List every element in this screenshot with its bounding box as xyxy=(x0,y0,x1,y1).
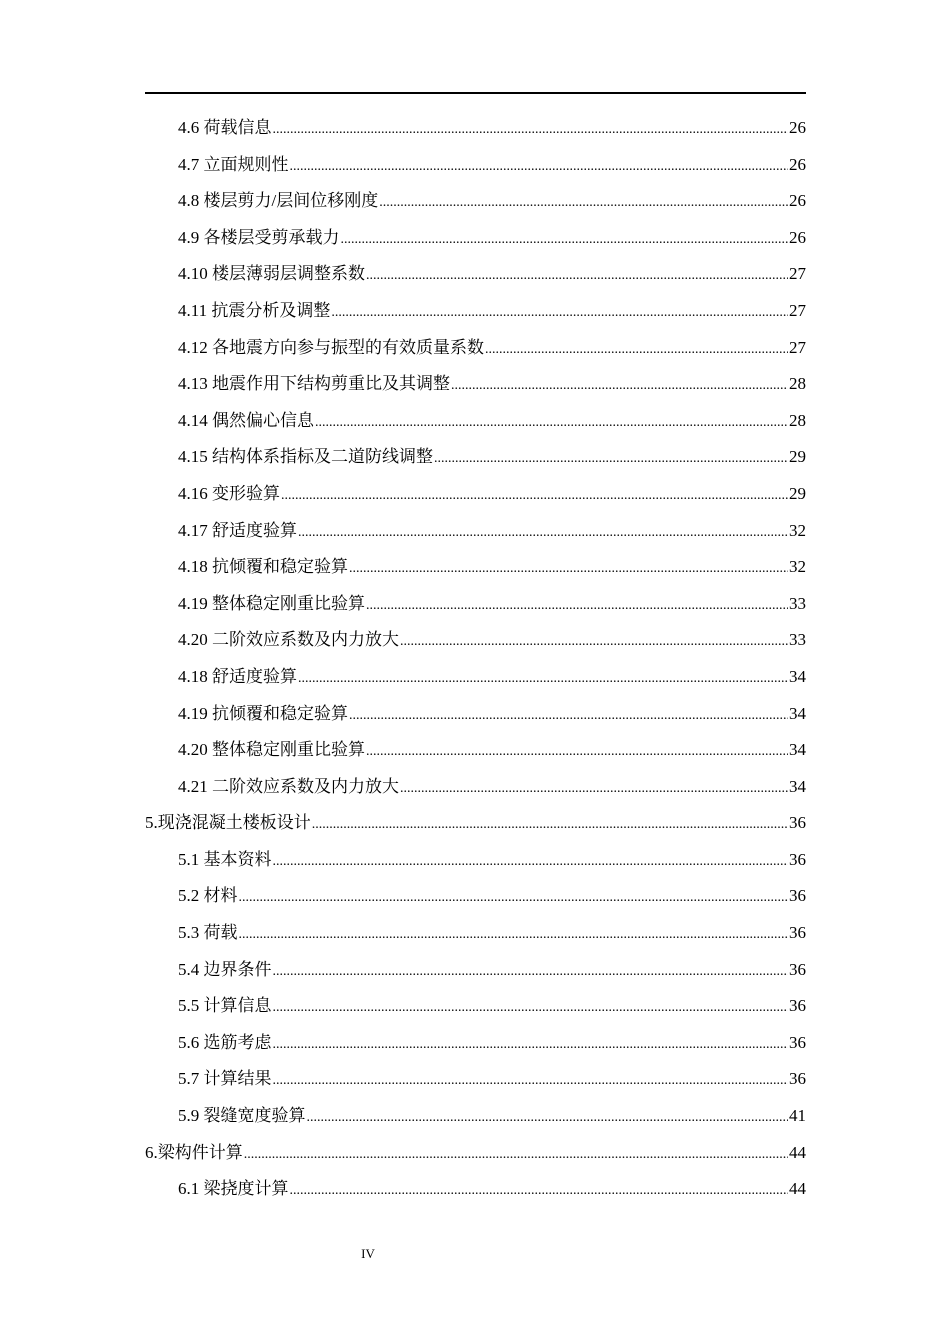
toc-entry-label: 5.9 裂缝宽度验算 xyxy=(178,1106,306,1126)
toc-dot-leader xyxy=(298,661,788,698)
toc-chapter-entry[interactable] xyxy=(145,1135,806,1172)
toc-entry-page: 28 xyxy=(789,410,806,430)
toc-entry-page: 34 xyxy=(789,776,806,796)
toc-entry-page: 28 xyxy=(789,374,806,394)
toc-entry[interactable] xyxy=(145,878,806,915)
toc-entry-page: 34 xyxy=(789,703,806,723)
toc-entry-label: 4.12 各地震方向参与振型的有效质量系数 xyxy=(178,337,484,357)
toc-dot-leader xyxy=(315,405,788,442)
toc-entry-label: 4.19 整体稳定刚重比验算 xyxy=(178,593,365,613)
toc-entry[interactable] xyxy=(145,952,806,989)
toc-entry-label: 5.1 基本资料 xyxy=(178,849,272,869)
toc-entry[interactable] xyxy=(145,476,806,513)
toc-entry-label: 4.13 地震作用下结构剪重比及其调整 xyxy=(178,374,450,394)
toc-entry[interactable] xyxy=(145,732,806,769)
toc-entry[interactable] xyxy=(145,842,806,879)
toc-dot-leader xyxy=(244,1137,788,1174)
toc-entry-label: 5.7 计算结果 xyxy=(178,1069,272,1089)
toc-entry-page: 33 xyxy=(789,630,806,650)
toc-entry-page: 33 xyxy=(789,593,806,613)
toc-chapter-entry[interactable] xyxy=(145,805,806,842)
toc-entry-label: 4.6 荷载信息 xyxy=(178,118,272,137)
toc-entry-label: 5.现浇混凝土楼板设计 xyxy=(145,813,311,833)
toc-entry[interactable] xyxy=(145,622,806,659)
toc-entry-page: 27 xyxy=(789,337,806,357)
toc-entry-page: 44 xyxy=(789,1179,806,1199)
table-of-contents xyxy=(145,110,806,1208)
toc-entry[interactable] xyxy=(145,110,806,147)
toc-dot-leader xyxy=(400,624,788,661)
toc-entry-page: 36 xyxy=(789,923,806,943)
toc-entry-page: 26 xyxy=(789,118,806,137)
toc-dot-leader xyxy=(290,149,789,186)
toc-dot-leader xyxy=(331,295,788,332)
toc-entry-label: 5.2 材料 xyxy=(178,886,238,906)
toc-entry-page: 36 xyxy=(789,1069,806,1089)
toc-entry-page: 26 xyxy=(789,154,806,174)
toc-entry[interactable] xyxy=(145,1061,806,1098)
toc-dot-leader xyxy=(349,698,788,735)
toc-entry-label: 4.20 二阶效应系数及内力放大 xyxy=(178,630,399,650)
toc-dot-leader xyxy=(273,990,789,1027)
toc-entry[interactable] xyxy=(145,183,806,220)
toc-entry-label: 5.3 荷载 xyxy=(178,923,238,943)
toc-entry-page: 26 xyxy=(789,191,806,211)
toc-entry[interactable] xyxy=(145,220,806,257)
toc-entry-page: 29 xyxy=(789,483,806,503)
toc-entry-page: 36 xyxy=(789,959,806,979)
toc-entry-page: 32 xyxy=(789,557,806,577)
toc-entry[interactable] xyxy=(145,696,806,733)
toc-entry-label: 4.14 偶然偏心信息 xyxy=(178,410,314,430)
toc-entry[interactable] xyxy=(145,769,806,806)
toc-entry-page: 34 xyxy=(789,666,806,686)
toc-entry-page: 27 xyxy=(789,264,806,284)
toc-entry-label: 5.4 边界条件 xyxy=(178,959,272,979)
toc-entry-page: 26 xyxy=(789,227,806,247)
toc-entry-label: 5.5 计算信息 xyxy=(178,996,272,1016)
toc-entry-label: 4.11 抗震分析及调整 xyxy=(178,300,331,320)
toc-entry-page: 27 xyxy=(789,300,806,320)
toc-entry-page: 32 xyxy=(789,520,806,540)
toc-entry[interactable] xyxy=(145,403,806,440)
toc-dot-leader xyxy=(290,1173,789,1210)
toc-entry-page: 34 xyxy=(789,740,806,760)
toc-entry[interactable] xyxy=(145,513,806,550)
toc-dot-leader xyxy=(273,844,789,881)
toc-dot-leader xyxy=(400,771,788,808)
toc-entry-label: 4.21 二阶效应系数及内力放大 xyxy=(178,776,399,796)
toc-dot-leader xyxy=(273,112,789,149)
toc-dot-leader xyxy=(312,807,788,844)
toc-entry-page: 36 xyxy=(789,886,806,906)
toc-entry-page: 41 xyxy=(789,1106,806,1126)
toc-entry[interactable] xyxy=(145,293,806,330)
toc-entry[interactable] xyxy=(145,1171,806,1208)
toc-dot-leader xyxy=(239,880,789,917)
header-rule xyxy=(145,92,806,94)
toc-entry-label: 4.9 各楼层受剪承载力 xyxy=(178,227,340,247)
toc-entry-page: 36 xyxy=(789,813,806,833)
toc-dot-leader xyxy=(434,441,788,478)
page-number: IV xyxy=(361,1246,375,1261)
toc-dot-leader xyxy=(366,734,788,771)
toc-entry-page: 29 xyxy=(789,447,806,467)
toc-entry[interactable] xyxy=(145,330,806,367)
toc-entry-label: 4.15 结构体系指标及二道防线调整 xyxy=(178,447,433,467)
toc-dot-leader xyxy=(273,1063,789,1100)
toc-dot-leader xyxy=(281,478,788,515)
toc-dot-leader xyxy=(298,515,788,552)
toc-entry-label: 4.20 整体稳定刚重比验算 xyxy=(178,740,365,760)
toc-entry-page: 44 xyxy=(789,1142,806,1162)
toc-dot-leader xyxy=(366,258,788,295)
toc-dot-leader xyxy=(341,222,789,259)
toc-entry-label: 4.19 抗倾覆和稳定验算 xyxy=(178,703,348,723)
toc-entry-label: 6.梁构件计算 xyxy=(145,1142,243,1162)
toc-entry[interactable] xyxy=(145,1098,806,1135)
toc-entry[interactable] xyxy=(145,586,806,623)
toc-dot-leader xyxy=(307,1100,789,1137)
toc-dot-leader xyxy=(349,551,788,588)
toc-entry-label: 4.10 楼层薄弱层调整系数 xyxy=(178,264,365,284)
toc-entry-label: 4.18 舒适度验算 xyxy=(178,666,297,686)
toc-dot-leader xyxy=(239,917,789,954)
toc-dot-leader xyxy=(485,332,788,369)
toc-entry-label: 4.7 立面规则性 xyxy=(178,154,289,174)
toc-entry[interactable] xyxy=(145,915,806,952)
toc-entry[interactable] xyxy=(145,988,806,1025)
toc-entry-page: 36 xyxy=(789,849,806,869)
toc-entry-page: 36 xyxy=(789,1032,806,1052)
toc-entry[interactable] xyxy=(145,147,806,184)
toc-entry[interactable] xyxy=(145,549,806,586)
toc-entry-label: 4.8 楼层剪力/层间位移刚度 xyxy=(178,191,379,211)
toc-entry-label: 4.18 抗倾覆和稳定验算 xyxy=(178,557,348,577)
toc-entry[interactable] xyxy=(145,659,806,696)
toc-dot-leader xyxy=(451,368,788,405)
toc-entry-label: 4.16 变形验算 xyxy=(178,483,280,503)
toc-dot-leader xyxy=(273,954,789,991)
toc-dot-leader xyxy=(379,185,788,222)
toc-entry-page: 36 xyxy=(789,996,806,1016)
toc-entry[interactable] xyxy=(145,439,806,476)
toc-entry-label: 6.1 梁挠度计算 xyxy=(178,1179,289,1199)
toc-entry[interactable] xyxy=(145,366,806,403)
toc-dot-leader xyxy=(273,1027,789,1064)
toc-entry-label: 5.6 选筋考虑 xyxy=(178,1032,272,1052)
toc-entry-label: 4.17 舒适度验算 xyxy=(178,520,297,540)
toc-entry[interactable] xyxy=(145,256,806,293)
toc-entry[interactable] xyxy=(145,1025,806,1062)
toc-dot-leader xyxy=(366,588,788,625)
